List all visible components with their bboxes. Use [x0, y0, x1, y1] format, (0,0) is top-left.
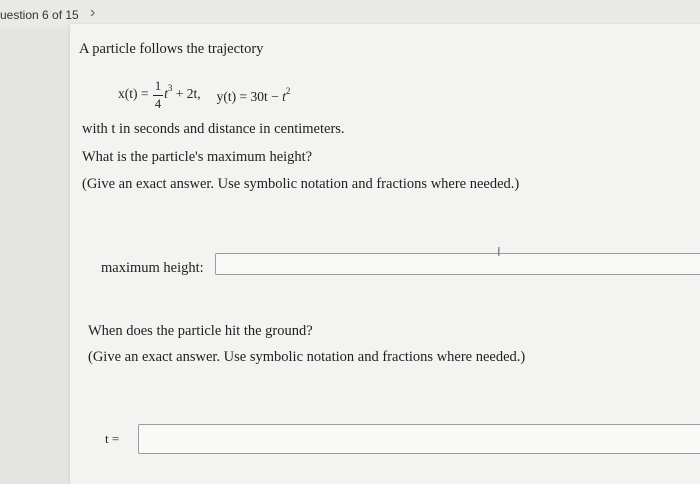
question-hit-ground: When does the particle hit the ground?: [88, 323, 313, 339]
y-equation-lhs: y(t) = 30t −: [216, 88, 283, 104]
max-height-input[interactable]: [215, 253, 700, 275]
y-variable-t: t: [282, 88, 286, 104]
instruction-hit-ground: (Give an exact answer. Use symbolic notation and fractions where needed.): [88, 349, 526, 365]
instruction-max-height: (Give an exact answer. Use symbolic notation and fractions where needed.): [82, 176, 520, 192]
problem-intro: A particle follows the trajectory: [79, 41, 264, 57]
t-label: t =: [105, 431, 120, 446]
question-counter: uestion 6 of 15: [0, 8, 79, 22]
y-exponent: 2: [285, 85, 291, 96]
t-input[interactable]: [138, 424, 700, 454]
x-fraction-denominator: 4: [154, 96, 162, 111]
x-equation-tail: + 2t,: [172, 86, 201, 102]
x-exponent: 3: [167, 83, 173, 94]
max-height-label: maximum height:: [101, 260, 204, 276]
x-equation: [118, 80, 201, 110]
chevron-right-icon[interactable]: ›: [90, 4, 96, 21]
question-max-height: What is the particle's maximum height?: [82, 149, 313, 165]
x-fraction-numerator: 1: [153, 80, 163, 96]
units-statement: with t in seconds and distance in centimeters.: [82, 121, 345, 137]
y-equation: [217, 86, 291, 105]
x-variable-t: t: [164, 86, 168, 102]
trajectory-equations: [118, 74, 290, 116]
text-cursor-icon: I: [497, 244, 501, 259]
x-equation-lhs: x(t) =: [118, 86, 152, 102]
x-fraction: [153, 80, 163, 110]
